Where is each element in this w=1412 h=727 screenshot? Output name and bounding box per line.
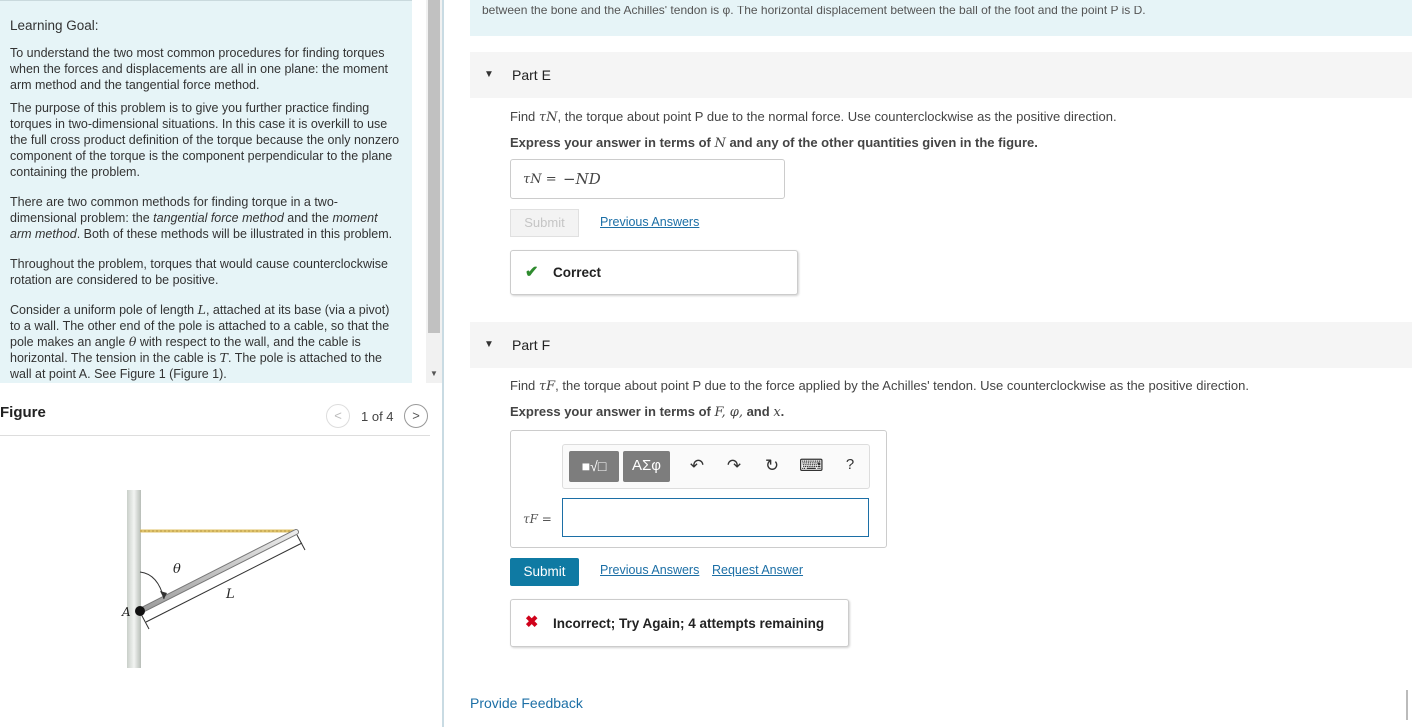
- scroll-down-arrow-icon[interactable]: ▼: [430, 369, 438, 378]
- right-edge-handle: [1406, 690, 1408, 720]
- check-icon: ✔: [525, 264, 539, 281]
- collapse-caret-icon[interactable]: ▼: [484, 69, 494, 80]
- part-f-label: Part F: [512, 337, 551, 353]
- goal-paragraph-4: Throughout the problem, torques that would cause counterclockwise rotation are considered to be positive.: [10, 257, 388, 287]
- wall: [127, 490, 141, 668]
- goal-paragraph-3: There are two common methods for finding torque in a two-dimensional problem: the tangential force method and the moment arm method. Both of these methods will be illustrated in this problem.: [10, 195, 393, 241]
- part-e-feedback: [510, 250, 798, 295]
- request-answer-link[interactable]: Request Answer: [712, 563, 804, 577]
- part-f-instructions: Express your answer in terms of F, φ, and x.: [510, 404, 785, 420]
- part-e-instructions: Express your answer in terms of N and any of the other quantities given in the figure.: [510, 135, 1038, 151]
- part-f-lhs: τF =: [523, 512, 552, 526]
- provide-feedback-link[interactable]: Provide Feedback: [470, 695, 583, 711]
- learning-goal-title: Learning Goal:: [10, 18, 99, 33]
- goal-paragraph-1: To understand the two most common procedures for finding torques when the forces and displacements are all in one plane: the moment arm method and the tangential force method.: [10, 46, 389, 92]
- left-panel: [0, 0, 442, 727]
- part-f-feedback-text: Incorrect; Try Again; 4 attempts remaining: [553, 616, 825, 631]
- theta-label: θ: [173, 562, 181, 577]
- previous-figure-button[interactable]: <: [326, 404, 350, 428]
- length-dimension-line: [146, 543, 302, 622]
- part-e-question: Find τN, the torque about point P due to the normal force. Use counterclockwise as the positive direction.: [510, 109, 1117, 125]
- keyboard-icon[interactable]: ⌨: [799, 456, 824, 475]
- greek-symbols-button[interactable]: ΑΣφ: [623, 451, 670, 482]
- part-e-feedback-text: Correct: [553, 265, 602, 280]
- part-f-answer-input[interactable]: [562, 498, 869, 537]
- figure-page-indicator: 1 of 4: [361, 409, 394, 424]
- redo-icon[interactable]: ↷: [726, 456, 742, 475]
- pole-diagram: [110, 480, 320, 670]
- reset-icon[interactable]: ↻: [764, 456, 780, 475]
- goal-paragraph-2: The purpose of this problem is to give you further practice finding torques in two-dimensional situations. In this case it is overkill to use the full cross product definition of the torque because the only nonzero component of the torque is the component perpendicular to the plane containing the problem.: [10, 101, 400, 179]
- part-e-answer-box: [510, 159, 785, 199]
- part-e-answer: −ND: [563, 170, 601, 188]
- pivot-point-a: [135, 606, 145, 616]
- part-e-previous-answers-link[interactable]: Previous Answers: [600, 215, 700, 229]
- undo-icon[interactable]: ↶: [689, 456, 705, 475]
- part-f-question: Find τF, the torque about point P due to the force applied by the Achilles' tendon. Use counterclockwise as the positive direction.: [510, 378, 1249, 394]
- close-x-icon: ✖: [525, 614, 539, 631]
- next-figure-button[interactable]: >: [404, 404, 428, 428]
- goal-paragraph-5: Consider a uniform pole of length L, attached at its base (via a pivot) to a wall. The other end of the pole is attached to a cable, so that the pole makes an angle θ with respect to the wall, and the cable is horizontal. The tension in the cable is T. The pole is attached to the wall at point A. See Figure 1 (Figure 1).: [10, 302, 390, 381]
- part-f-header[interactable]: [470, 322, 1412, 368]
- part-f-previous-answers-link[interactable]: Previous Answers: [600, 563, 700, 577]
- length-label: L: [226, 587, 235, 602]
- panel-top-border: [0, 0, 412, 4]
- point-a-label: A: [122, 605, 131, 619]
- part-f-feedback: [510, 599, 849, 647]
- part-f-submit-button[interactable]: Submit: [510, 558, 579, 586]
- right-panel: [444, 0, 1412, 727]
- scrollbar-thumb[interactable]: [428, 0, 440, 333]
- templates-button[interactable]: ■√□: [569, 451, 619, 482]
- collapse-caret-icon[interactable]: ▼: [484, 339, 494, 350]
- part-e-submit-button: Submit: [510, 209, 579, 237]
- part-e-header[interactable]: [470, 52, 1412, 98]
- math-toolbar: [562, 444, 870, 489]
- figure-title: Figure: [0, 404, 46, 421]
- part-f-answer-editor: [510, 430, 887, 548]
- learning-goal-panel: [0, 0, 412, 383]
- angle-arc: [140, 572, 164, 599]
- previous-part-text: between the bone and the Achilles' tendon is φ. The horizontal displacement between the ball of the foot and the point P is D.: [482, 6, 1146, 17]
- help-icon[interactable]: ?: [845, 456, 855, 473]
- part-e-lhs: τN =: [523, 172, 557, 187]
- part-e-label: Part E: [512, 67, 551, 83]
- previous-part-strip: [470, 0, 1412, 36]
